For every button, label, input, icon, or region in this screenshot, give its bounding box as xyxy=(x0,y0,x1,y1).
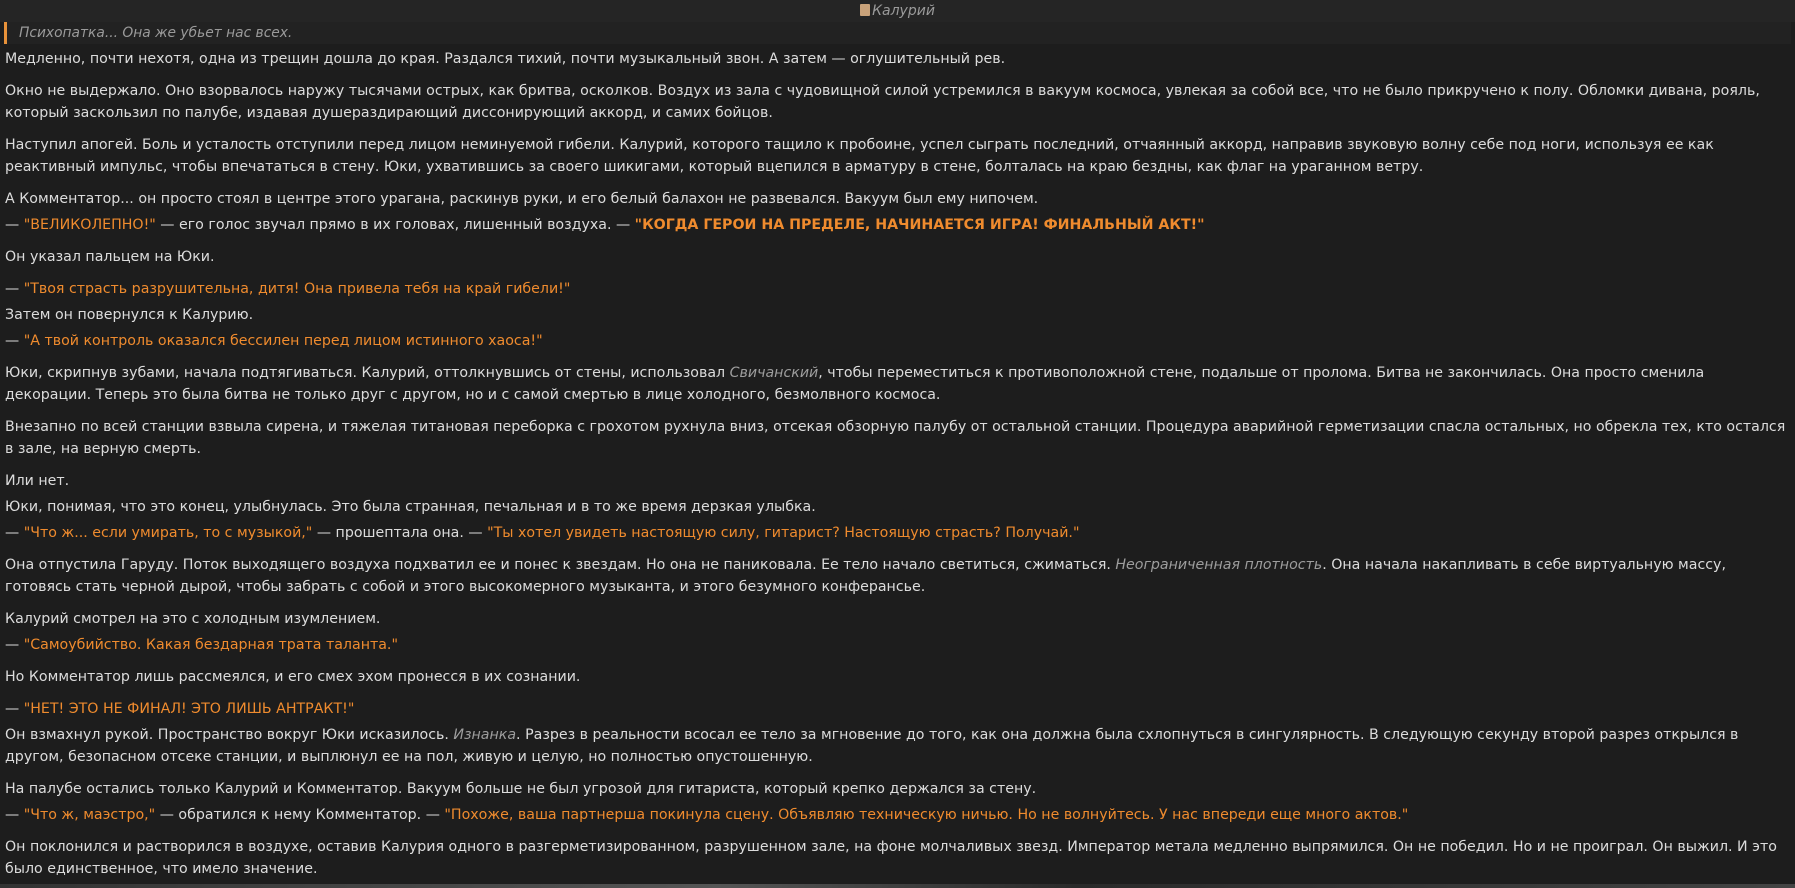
paragraph: Калурий смотрел на это с холодным изумлением. xyxy=(5,611,381,627)
scroll-icon xyxy=(860,4,870,16)
dialogue-quote: "НЕТ! ЭТО НЕ ФИНАЛ! ЭТО ЛИШЬ АНТРАКТ!" xyxy=(23,701,355,717)
dialogue-line: — "Твоя страсть разрушительна, дитя! Она привела тебя на край гибели!" xyxy=(5,281,571,297)
dialogue-quote: "А твой контроль оказался бессилен перед лицом истинного хаоса!" xyxy=(23,333,543,349)
dialogue-line: — "Что ж, маэстро," — обратился к нему Комментатор. — "Похоже, ваша партнерша покинула сцену. Объявляю техническую ничью. Но не волнуйтесь. У нас впереди еще много актов." xyxy=(5,807,1409,823)
paragraph: Внезапно по всей станции взвыла сирена, и тяжелая титановая переборка с грохотом рухнула вниз, отсекая обзорную палубу от остальной станции. Процедура аварийной герметизации спасла остальных, но обрекла тех, кто остался в зале, на верную смерть. xyxy=(5,419,1786,457)
dialogue-quote: "Что ж, маэстро," xyxy=(23,807,156,823)
paragraph: Наступил апогей. Боль и усталость отступили перед лицом неминуемой гибели. Калурий, которого тащило к пробоине, успел сыграть последний, отчаянный аккорд, направив звуковую волну себе под ноги, используя ее как реактивный импульс, чтобы впечататься в стену. Юки, ухватившись за своего шикигами, который вцепился в арматуру в стене, болталась на краю бездны, как флаг на ураганном ветру. xyxy=(5,137,1714,175)
paragraph: Затем он повернулся к Калурию. xyxy=(5,307,254,323)
dialogue-quote: "Похоже, ваша партнерша покинула сцену. Объявляю техническую ничью. Но не волнуйтесь. У нас впереди еще много актов." xyxy=(444,807,1409,823)
ability-term: Свичанский xyxy=(729,365,819,381)
dialogue-line: — "ВЕЛИКОЛЕПНО!" — его голос звучал прямо в их головах, лишенный воздуха. — "КОГДА ГЕРОИ НА ПРЕДЕЛЕ, НАЧИНАЕТСЯ ИГРА! ФИНАЛЬНЫЙ АКТ!" xyxy=(5,217,1205,233)
bottom-scroll-strip xyxy=(0,884,1795,888)
paragraph: Он взмахнул рукой. Пространство вокруг Юки исказилось. Изнанка. Разрез в реальности всосал ее тело за мгновение до того, как она должна была схлопнуться в сингулярность. В следующую секунду второй разрез открылся в другом, безопасном отсеке станции, и выплюнул ее на пол, живую и целую, но полностью опустошенную. xyxy=(5,727,1739,765)
dialogue-line: — "НЕТ! ЭТО НЕ ФИНАЛ! ЭТО ЛИШЬ АНТРАКТ!" xyxy=(5,701,355,717)
paragraph: Или нет. xyxy=(5,473,70,489)
dialogue-quote: "Ты хотел увидеть настоящую силу, гитарист? Настоящую страсть? Получай." xyxy=(487,525,1080,541)
dialogue-quote: "ВЕЛИКОЛЕПНО!" xyxy=(23,217,156,233)
dialogue-line: — "Что ж... если умирать, то с музыкой," — прошептала она. — "Ты хотел увидеть настоящую силу, гитарист? Настоящую страсть? Получай." xyxy=(5,525,1080,541)
quote-block: Психопатка... Она же убьет нас всех. xyxy=(4,22,1791,44)
paragraph: Медленно, почти нехотя, одна из трещин дошла до края. Раздался тихий, почти музыкальный звон. А затем — оглушительный рев. xyxy=(5,51,1006,67)
story-text xyxy=(0,44,1795,880)
ability-term: Неограниченная плотность xyxy=(1115,557,1323,573)
dialogue-quote: "КОГДА ГЕРОИ НА ПРЕДЕЛЕ, НАЧИНАЕТСЯ ИГРА! ФИНАЛЬНЫЙ АКТ!" xyxy=(634,217,1205,233)
paragraph: Юки, понимая, что это конец, улыбнулась. Это была странная, печальная и в то же время дерзкая улыбка. xyxy=(5,499,816,515)
dialogue-quote: "Самоубийство. Какая бездарная трата таланта." xyxy=(23,637,398,653)
title-text: Калурий xyxy=(872,3,935,19)
dialogue-quote: "Что ж... если умирать, то с музыкой," xyxy=(23,525,313,541)
paragraph: А Комментатор... он просто стоял в центре этого урагана, раскинув руки, и его белый балахон не развевался. Вакуум был ему нипочем. xyxy=(5,191,1039,207)
paragraph: Она отпустила Гаруду. Поток выходящего воздуха подхватил ее и понес к звездам. Но она не паниковала. Ее тело начало светиться, сжиматься. Неограниченная плотность. Она начала накапливать в себе виртуальную массу, готовясь стать черной дырой, чтобы забрать с собой и этого высокомерного музыканта, и этого безумного конферансье. xyxy=(5,557,1726,595)
dialogue-line: — "Самоубийство. Какая бездарная трата таланта." xyxy=(5,637,398,653)
paragraph: На палубе остались только Калурий и Комментатор. Вакуум больше не был угрозой для гитариста, который крепко держался за стену. xyxy=(5,781,1037,797)
paragraph: Юки, скрипнув зубами, начала подтягиваться. Калурий, оттолкнувшись от стены, использовал Свичанский, чтобы переместиться к противоположной стене, подальше от пролома. Битва не закончилась. Она просто сменила декорации. Теперь это была битва не только друг с другом, но и с самой смертью в лице холодного, безмолвного космоса. xyxy=(5,365,1705,403)
dialogue-quote: "Твоя страсть разрушительна, дитя! Она привела тебя на край гибели!" xyxy=(23,281,571,297)
dialogue-line: — "А твой контроль оказался бессилен перед лицом истинного хаоса!" xyxy=(5,333,543,349)
ability-term: Изнанка xyxy=(453,727,517,743)
paragraph: Он поклонился и растворился в воздухе, оставив Калурия одного в разгерметизированном, разрушенном зале, на фоне молчаливых звезд. Император метала медленно выпрямился. Он не победил. Но и не проиграл. Он выжил. И это было единственное, что имело значение. xyxy=(5,839,1777,877)
paragraph: Он указал пальцем на Юки. xyxy=(5,249,215,265)
paragraph: Окно не выдержало. Оно взорвалось наружу тысячами острых, как бритва, осколков. Воздух из зала с чудовищной силой устремился в вакуум космоса, увлекая за собой все, что не было прикручено к полу. Обломки дивана, рояль, который заскользил по палубе, издавая душераздирающий диссонирующий аккорд, и самих бойцов. xyxy=(5,83,1760,121)
window-title xyxy=(0,0,1795,22)
paragraph: Но Комментатор лишь рассмеялся, и его смех эхом пронесся в их сознании. xyxy=(5,669,581,685)
